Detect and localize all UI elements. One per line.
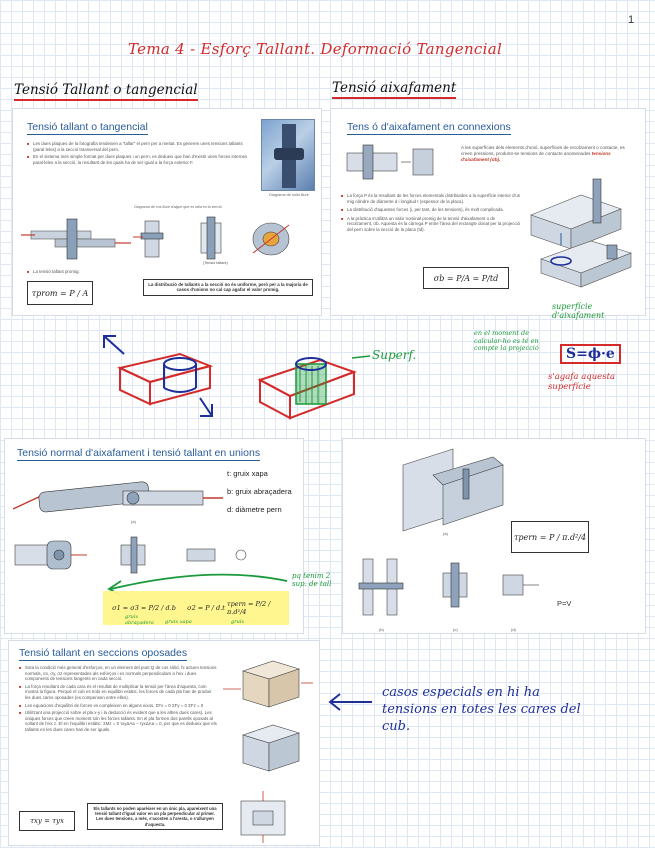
section-title-right: Tensió aixafament [332, 80, 456, 99]
slide-unions-right [342, 438, 646, 634]
legend-d: d: diàmetre pern [227, 505, 282, 514]
slide4-bullet-3: ■ Les equacions d'equilibri de forces es compleixen en alguns eixos. ΣFx = 0 ΣFy = 0 ΣFz = 0 [19, 703, 217, 709]
slide-aixafament [330, 108, 646, 316]
slide-seccions-oposades [8, 640, 320, 846]
slide2-formula: σb = P/A = P/td [423, 267, 509, 289]
slide1-note: La distribució de tallants a la secció no és uniforme, però per a la majoria de casos d'unions no cal cap agafar el valor promig. [143, 279, 313, 296]
annotation-superf-aixafament: superfície d'aixafament [552, 302, 605, 320]
fig-label-b: (b) [379, 627, 384, 632]
slide2-title: Tens ó d'aixafament en connexions [347, 121, 511, 133]
fig-label-c: (c) [453, 627, 458, 632]
photo-bolt-plates [261, 119, 315, 191]
ann-gruix: gruix [231, 619, 245, 625]
slide3-title: Tensió normal d'aixafament i tensió tallant en unions [17, 447, 261, 459]
slide-tensio-tallant [12, 108, 322, 316]
annotation-formula-s: S=ϕ·e [560, 344, 621, 364]
ann-gruix-abracadera: gruix abraçadera [125, 614, 154, 626]
slide1-bullets [27, 141, 255, 165]
formula-tau-pern: τpern = P/2 / π.d²/4 [227, 600, 271, 616]
slide1-bullet-3: ■ La tensió tallant promig: [27, 269, 127, 275]
slide2-bullet-3: ■ A la pràctica s'utilitza un valor nominal promig de la tensió d'aixafament o de recolzament, σb. Aquesta és la càrrega P entre l'àrea del rectangle donat per la projecció del pern sobre la secció de la placa (td). [341, 216, 521, 233]
annotation-moment-calcular: en el moment de calcular-ho es té en compte la projecció [474, 329, 539, 352]
p-equals-v: P=V [557, 599, 572, 608]
slide2-text1-emph: tensions d'aixafament (σb). [461, 150, 611, 162]
slide1-title: Tensió tallant o tangencial [27, 121, 148, 133]
ann-2-sup-tall: pq tenim 2 sup. de tall [292, 572, 332, 588]
bracket-figure-a [393, 445, 513, 535]
fig-caption-shear: (Tensió tallant) [203, 261, 228, 265]
main-title: Tema 4 - Esforç Tallant. Deformació Tangencial [128, 40, 503, 58]
annotation-agafa: s'agafa aquesta superfície [548, 372, 616, 392]
slide2-text1-body: A les superfícies dels elements d'unió, superfícies de recolzament o contacte, es creen pressions, produïnt-se tensions de contacte anomenades [461, 145, 625, 156]
legend-t: t: gruix xapa [227, 469, 268, 478]
slide4-bullet-4: ■ Utilitzant una projecció sobre el pla x-y i la deducció és evident que a les altres dues cares). Les úniques forces que creen moment són les forces tallants. En el pla formen dos parells oposats al voltant de l'eix z. El en l'equilibri estàtic: ΣMz = 0 τxyΔAa − τyxΔAa = 0, per que es dedueix que els tallants en les dues cares han de ser iguals. [19, 710, 217, 732]
slide2-text1 [461, 145, 637, 162]
annotation-special-cases: casos especials en hi ha tensions en totes les cares del cub. [382, 685, 581, 734]
slide-unions [4, 438, 304, 634]
shear-diagrams [21, 213, 317, 269]
photo-caption: Diagrama de sòlid lliure [269, 193, 309, 197]
slide1-bullet-2: ■ En el sistema més simple format per dues plaques i un pern, es dedueix que han d'existir unes forces internes paral·leles a la secció, la resultant de les quals ha de ser igual a la força exterior F. [27, 154, 255, 165]
formula-sigma2: σ2 = P / d.t [187, 604, 225, 612]
section-title-left: Tensió Tallant o tangencial [14, 82, 198, 101]
fig-caption-diagram: Diagrama de cos lliure d'algun que es talla en la secció [134, 205, 222, 209]
formula-tau-pern-right: τpern = P / π.d²/4 [511, 521, 589, 553]
slide4-bullet-2: ■ La força resultant de cada cara és el resultat de multiplicar la tensió per l'àrea d'aquesta, com mostra la figura. Perquè el cub es trobi en equilibri estàtic, les forces de cada pla han de produir les dues cares oposades (es compensen entre elles). [19, 684, 217, 701]
bracket-figures-bottom [353, 549, 553, 629]
slide4-note: Els tallants no poden aparèixer en un únic pla, apareixent una tensió tallant d'igual valor en un pla perpendicular al primer. Les dues tensions, a més, s'acosten a l'aresta, o s'allunyen d'aquesta. [87, 803, 223, 830]
arrow-cases [326, 690, 376, 714]
slide4-bullets [19, 665, 217, 733]
fig-label-d: (d) [511, 627, 516, 632]
slide2-bullet-2: ■ La distribució d'aquestes forces (i, per tant, de les tensions), és molt complicada. [341, 207, 521, 213]
bolt-figure-top [341, 139, 441, 185]
slide4-formula: τxy = τyx [19, 811, 75, 831]
bolt-3d-figure [521, 175, 641, 293]
formula-sigma1: σ1 = σ3 = P/2 / d.b [112, 604, 176, 612]
slide2-bullets [341, 193, 521, 233]
slide2-bullet-1: ■ La força P és la resultant de les forces elementals distribuïdes a la superfície interior d'un mig cilindre de diàmetre d i longitud t (espessor de la placa). [341, 193, 521, 204]
fig-label-a2: (a) [443, 531, 448, 536]
page-number: 1 [628, 14, 635, 26]
slide4-bullet-1: ■ Sota la condició més general d'esforços, en un element del punt Q de cos sòlid, hi actuen tensions normals, σx, σy, σz representades als esforços i es normals perpendiculars a l'eix i dues components de tensions tangents en cada secció. [19, 665, 217, 682]
annotation-superf: Superf. [372, 348, 417, 362]
ann-gruix-xapa: gruix xapa [165, 619, 192, 625]
slide1-formula: τprom = P / A [27, 281, 93, 305]
slide4-title: Tensió tallant en seccions oposades [19, 647, 188, 659]
legend-b: b: gruix abraçadera [227, 487, 292, 496]
slide1-bullet-1: ■ Les dues plaques de la fotografia tendeixen a “tallar” el pern per a meitat. Es generen unes tensions tallants (paral·leles) a la secció transversal del pern. [27, 141, 255, 152]
stress-cubes [223, 651, 315, 845]
sketch-bolt-shear [90, 318, 430, 428]
clevis-figure [13, 465, 223, 527]
fig-label-a1: (a) [131, 519, 136, 524]
